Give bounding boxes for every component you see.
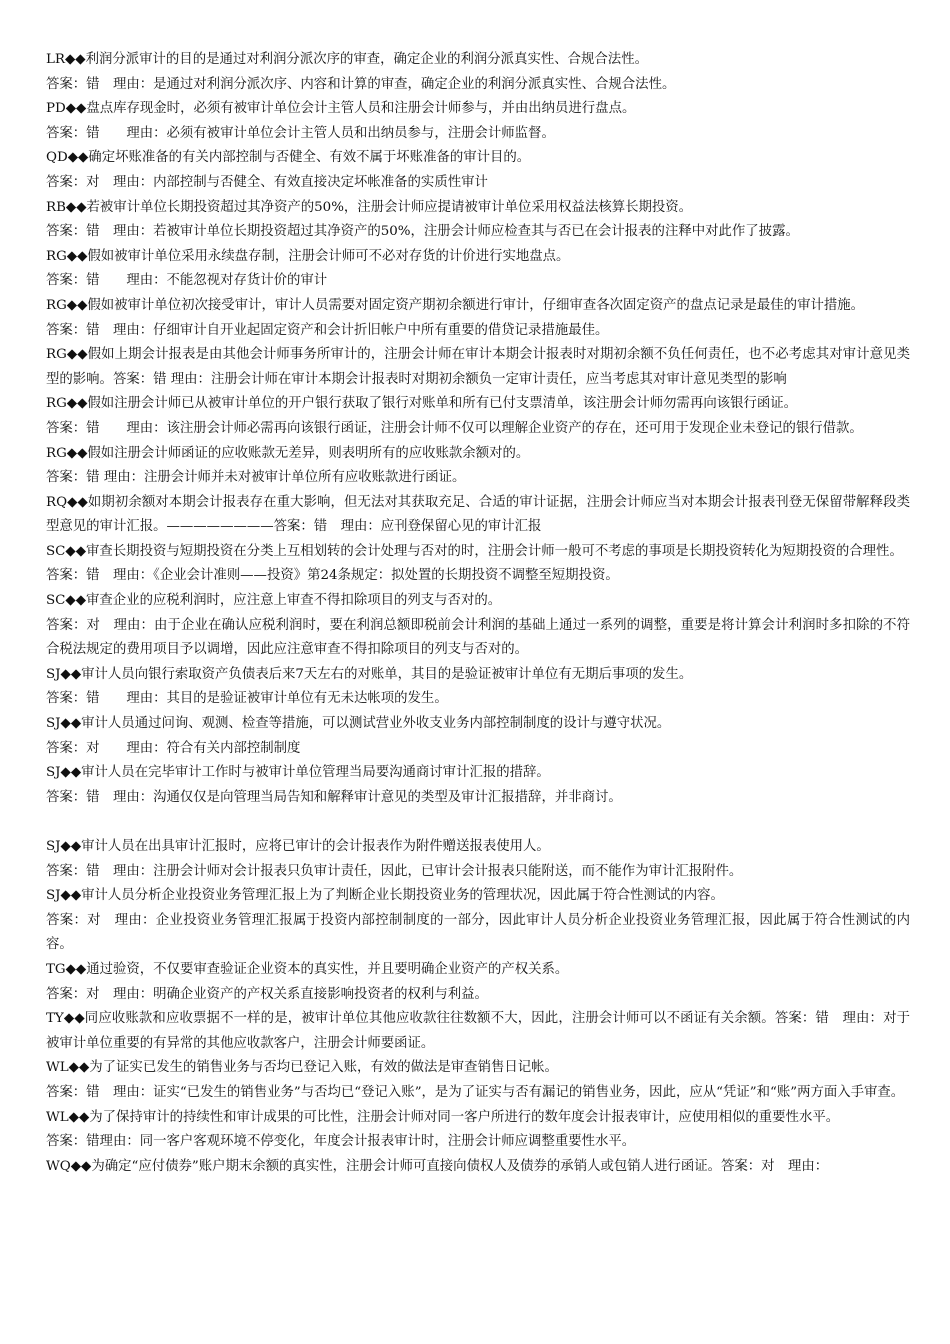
paragraph-23: 答案：错 理由：其目的是验证被审计单位有无未达帐项的发生。 [46, 691, 448, 707]
paragraph-38: WL◆◆为了保持审计的持续性和审计成果的可比性，注册会计师对同一客户所进行的数年度会计报表审计，应使用相似的重要性水平。 [46, 1109, 840, 1125]
paragraph-4: QD◆◆确定坏账准备的有关内部控制与否健全、有效不属于坏账准备的审计目的。 [46, 150, 531, 166]
paragraph-35: TY◆◆同应收账款和应收票据不一样的是，被审计单位其他应收款往往数额不大，因此，注册会计师可以不函证有关余额。答案：错 理由：对于被审计单位重要的有异常的其他应收款客户，注册会计师要函证。 [46, 1011, 910, 1051]
paragraph-36: WL◆◆为了证实已发生的销售业务与否均已登记入账，有效的做法是审查销售日记帐。 [46, 1060, 558, 1076]
paragraph-31: SJ◆◆审计人员分析企业投资业务管理汇报上为了判断企业长期投资业务的管理状况，因此属于符合性测试的内容。 [46, 888, 724, 904]
paragraph-7: 答案：错 理由：若被审计单位长期投资超过其净资产的50%，注册会计师应检查其与否已在会计报表的注释中对此作了披露。 [46, 224, 799, 240]
paragraph-29: SJ◆◆审计人员在出具审计汇报时，应将已审计的会计报表作为附件赠送报表使用人。 [46, 839, 550, 854]
paragraph-12: RG◆◆假如上期会计报表是由其他会计师事务所审计的，注册会计师在审计本期会计报表时对期初余额不负任何责任，也不必考虑其对审计意见类型的影响。答案：错 理由：注册会计师在审计本期会计报表时对期初余额负一定审计责任，应当考虑其对审计意见类型的影响 [46, 347, 910, 387]
paragraph-32: 答案：对 理由：企业投资业务管理汇报属于投资内部控制制度的一部分，因此审计人员分析企业投资业务管理汇报，因此属于符合性测试的内容。 [46, 912, 910, 953]
paragraph-26: SJ◆◆审计人员在完毕审计工作时与被审计单位管理当局要沟通商讨审计汇报的措辞。 [46, 765, 550, 781]
paragraph-9: 答案：错 理由：不能忽视对存货计价的审计 [46, 273, 328, 289]
paragraph-0: LR◆◆利润分派审计的目的是通过对利润分派次序的审查，确定企业的利润分派真实性、合规合法性。 [46, 52, 648, 67]
paragraph-25: 答案：对 理由：符合有关内部控制制度 [46, 740, 301, 756]
paragraph-16: 答案：错 理由：注册会计师并未对被审计单位所有应收账款进行函证。 [46, 470, 466, 486]
paragraph-30: 答案：错 理由：注册会计师对会计报表只负审计责任，因此，已审计会计报表只能附送，而不能作为审计汇报附件。 [46, 863, 743, 879]
document-page [46, 48, 910, 1179]
paragraph-14: 答案：错 理由：该注册会计师必需再向该银行函证，注册会计师不仅可以理解企业资产的存在，还可用于发现企业未登记的银行借款。 [46, 420, 863, 436]
paragraph-18: SC◆◆审查长期投资与短期投资在分类上互相划转的会计处理与否对的时，注册会计师一般可不考虑的事项是长期投资转化为短期投资的合理性。 [46, 543, 903, 559]
paragraph-8: RG◆◆假如被审计单位采用永续盘存制，注册会计师可不必对存货的计价进行实地盘点。 [46, 248, 570, 264]
paragraph-22: SJ◆◆审计人员向银行索取资产负债表后来7天左右的对账单，其目的是验证被审计单位有无期后事项的发生。 [46, 666, 693, 682]
paragraph-20: SC◆◆审查企业的应税利润时，应注意上审查不得扣除项目的列支与否对的。 [46, 593, 502, 609]
blank-line [46, 810, 910, 835]
paragraph-37: 答案：错 理由：证实“已发生的销售业务”与否均已“登记入账”，是为了证实与否有漏记的销售业务，因此，应从“凭证”和“账”两方面入手审查。 [46, 1084, 905, 1100]
paragraph-3: 答案：错 理由：必须有被审计单位会计主管人员和出纳员参与，注册会计师监督。 [46, 125, 555, 141]
paragraph-40: WQ◆◆为确定“应付债券”账户期末余额的真实性，注册会计师可直接向债权人及债券的承销人或包销人进行函证。答案：对 理由： [46, 1158, 829, 1174]
paragraph-24: SJ◆◆审计人员通过问询、观测、检查等措施，可以测试营业外收支业务内部控制制度的设计与遵守状况。 [46, 716, 671, 732]
paragraph-33: TG◆◆通过验资，不仅要审查验证企业资本的真实性，并且要明确企业资产的产权关系。 [46, 961, 569, 977]
paragraph-27: 答案：错 理由：沟通仅仅是向管理当局告知和解释审计意见的类型及审计汇报措辞，并非商讨。 [46, 789, 622, 805]
paragraph-15: RG◆◆假如注册会计师函证的应收账款无差异，则表明所有的应收账款余额对的。 [46, 445, 530, 461]
paragraph-2: PD◆◆盘点库存现金时，必须有被审计单位会计主管人员和注册会计师参与，并由出纳员进行盘点。 [46, 101, 636, 117]
paragraph-5: 答案：对 理由：内部控制与否健全、有效直接决定坏帐准备的实质性审计 [46, 174, 488, 190]
paragraph-39: 答案：错理由：同一客户客观环境不停变化，年度会计报表审计时，注册会计师应调整重要性水平。 [46, 1134, 636, 1150]
paragraph-1: 答案：错 理由：是通过对利润分派次序、内容和计算的审查，确定企业的利润分派真实性、合规合法性。 [46, 76, 676, 92]
paragraph-6: RB◆◆若被审计单位长期投资超过其净资产的50%，注册会计师应提请被审计单位采用权益法核算长期投资。 [46, 199, 693, 215]
paragraph-21: 答案：对 理由：由于企业在确认应税利润时，要在利润总额即税前会计利润的基础上通过一系列的调整，重要是将计算会计利润时多扣除的不符合税法规定的费用项目予以调增，因此应注意审查不得扣除项目的列支与否对的。 [46, 617, 910, 658]
paragraph-34: 答案：对 理由：明确企业资产的产权关系直接影响投资者的权利与利益。 [46, 986, 488, 1002]
paragraph-17: RQ◆◆如期初余额对本期会计报表存在重大影响，但无法对其获取充足、合适的审计证据，注册会计师应当对本期会计报表刊登无保留带解释段类型意见的审计汇报。————————答案：错 理由：应刊登保留心见的审计汇报 [46, 494, 910, 535]
paragraph-11: 答案：错 理由：仔细审计自开业起固定资产和会计折旧帐户中所有重要的借贷记录措施最佳。 [46, 322, 609, 338]
paragraph-13: RG◆◆假如注册会计师已从被审计单位的开户银行获取了银行对账单和所有已付支票清单，该注册会计师勿需再向该银行函证。 [46, 396, 798, 412]
paragraph-19: 答案：错 理由：《企业会计准则——投资》第24条规定：拟处置的长期投资不调整至短期投资。 [46, 568, 619, 584]
paragraph-10: RG◆◆假如被审计单位初次接受审计，审计人员需要对固定资产期初余额进行审计，仔细审查各次固定资产的盘点记录是最佳的审计措施。 [46, 297, 865, 313]
